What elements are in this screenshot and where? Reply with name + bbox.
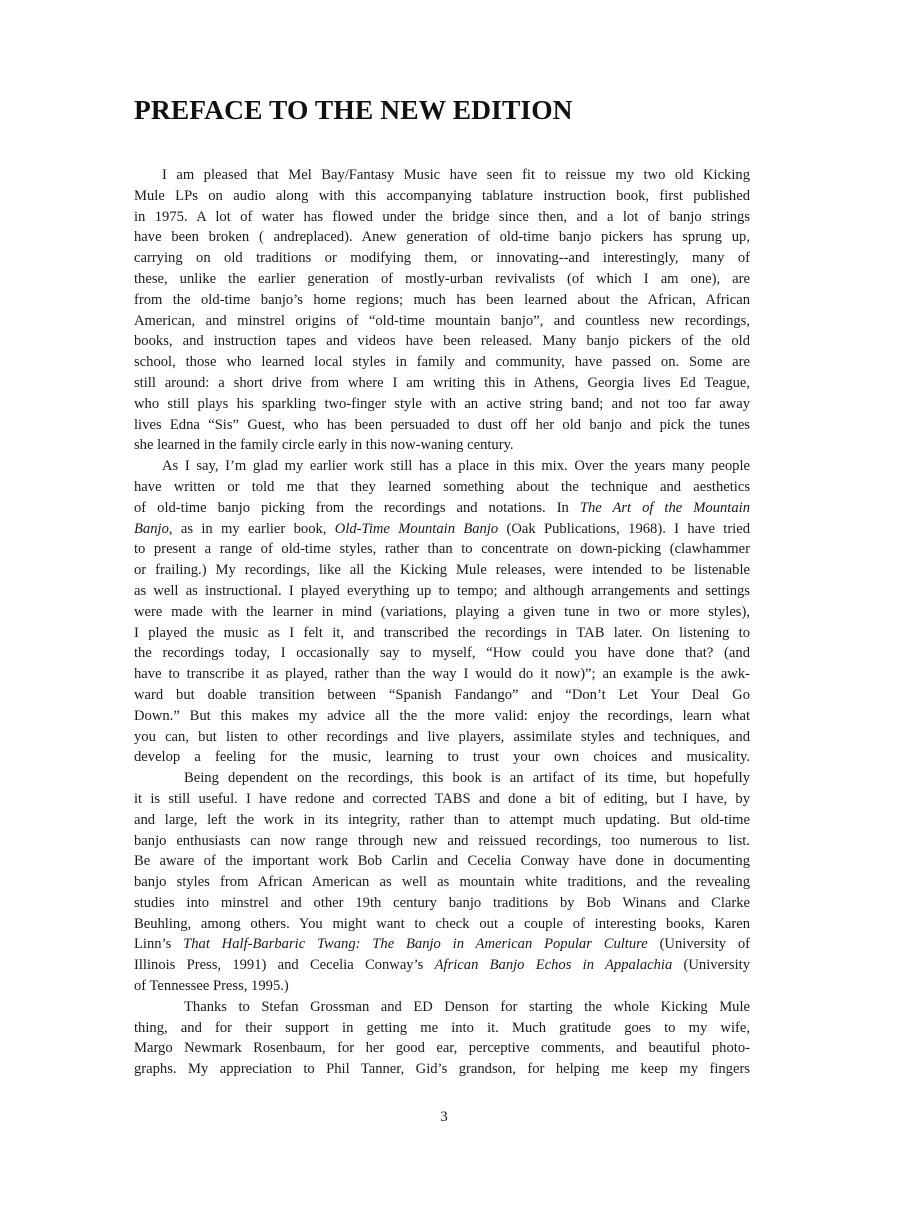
text-line: Being dependent on the recordings, this book is an artifact of its time, but hopefully <box>184 770 750 787</box>
book-title-italic: The Art of the Mountain <box>579 499 750 516</box>
text-segment: of old-time banjo picking from the recordings and notations. In <box>134 499 580 516</box>
text-line: As I say, I’m glad my earlier work still has a place in this mix. Over the years many people <box>162 458 750 475</box>
text-line: she learned in the family circle early in this now-waning century. <box>134 437 514 454</box>
text-line: and large, left the work in its integrity, rather than to attempt much updating. But old-time <box>134 811 750 828</box>
page-number: 3 <box>440 1109 448 1125</box>
text-line: I played the music as I felt it, and transcribed the recordings in TAB later. On listening to <box>134 624 750 641</box>
text-line: Mule LPs on audio along with this accompanying tablature instruction book, first published <box>134 187 750 204</box>
book-title-italic: Old-Time Mountain Banjo <box>334 520 499 537</box>
text-segment: , as in my earlier book, <box>168 520 335 537</box>
text-line: thing, and for their support in getting me into it. Much gratitude goes to my wife, <box>134 1019 750 1036</box>
text-line: of Tennessee Press, 1995.) <box>134 978 289 995</box>
text-line: these, unlike the earlier generation of mostly-urban revivalists (of which I am one), are <box>134 270 750 287</box>
paragraph-4 <box>134 997 750 1080</box>
text-line: have written or told me that they learned something about the technique and aesthetics <box>134 478 750 495</box>
text-line-with-italic <box>134 955 750 976</box>
text-line: have to transcribe it as played, rather than the way I would do it now)”; an example is the awk- <box>134 666 750 683</box>
text-line: American, and minstrel origins of “old-time mountain banjo”, and countless new recordings, <box>134 312 750 329</box>
text-segment: Illinois Press, 1991) and Cecelia Conway’s <box>134 957 435 974</box>
text-line: banjo styles from African American as well as mountain white traditions, and the revealing <box>134 874 750 891</box>
text-segment: (University <box>672 957 751 974</box>
text-line-with-italic <box>134 498 750 519</box>
page-title: PREFACE TO THE NEW EDITION <box>134 94 573 125</box>
text-line-with-italic <box>134 934 750 955</box>
text-line-with-italic <box>134 519 750 540</box>
text-line: Be aware of the important work Bob Carlin and Cecelia Conway have done in documenting <box>134 853 750 870</box>
text-line: ward but doable transition between “Spanish Fandango” and “Don’t Let Your Deal Go <box>134 686 750 703</box>
text-line: lives Edna “Sis” Guest, who has been persuaded to dust off her old banjo and pick the tunes <box>134 416 750 433</box>
text-line: school, those who learned local styles in family and community, have passed on. Some are <box>134 354 750 371</box>
text-line: Down.” But this makes my advice all the the more valid: enjoy the recordings, learn what <box>134 707 750 724</box>
text-segment: (University of <box>647 936 750 953</box>
text-line: you can, but listen to other recordings and live players, assimilate styles and techniques, and <box>134 728 750 745</box>
text-line: Beuhling, among others. You might want to check out a couple of interesting books, Karen <box>134 915 750 932</box>
text-line: to present a range of old-time styles, rather than to concentrate on down-picking (clawhammer <box>134 541 750 558</box>
paragraph-3 <box>134 768 750 997</box>
text-segment: (Oak Publications, 1968). I have tried <box>498 520 751 537</box>
text-line: banjo enthusiasts can now range through new and reissued recordings, too numerous to list. <box>134 832 750 849</box>
body-text <box>134 165 750 1080</box>
book-title-italic: Banjo <box>134 520 169 537</box>
text-line: who still plays his sparkling two-finger style with an active string band; and not too far away <box>134 395 750 412</box>
text-line: I am pleased that Mel Bay/Fantasy Music have seen fit to reissue my two old Kicking <box>162 167 750 183</box>
text-line: in 1975. A lot of water has flowed under the bridge since then, and a lot of banjo strings <box>134 208 750 225</box>
text-line: have been broken ( andreplaced). Anew generation of old-time banjo pickers has sprung up, <box>134 229 750 246</box>
text-line: it is still useful. I have redone and corrected TABS and done a bit of editing, but I have, by <box>134 790 750 807</box>
book-title-italic: African Banjo Echos in Appalachia <box>434 957 673 974</box>
text-line: studies into minstrel and other 19th century banjo traditions by Bob Winans and Clarke <box>134 894 750 911</box>
text-line: books, and instruction tapes and videos have been released. Many banjo pickers of the old <box>134 333 750 350</box>
text-line: Thanks to Stefan Grossman and ED Denson for starting the whole Kicking Mule <box>184 998 750 1015</box>
text-line: as well as instructional. I played everything up to tempo; and although arrangements and settings <box>134 582 750 599</box>
text-line: were made with the learner in mind (variations, playing a given tune in two or more styles), <box>134 603 750 620</box>
paragraph-2 <box>134 456 750 768</box>
text-line: develop a feeling for the music, learning to trust your own choices and musicality. <box>134 749 750 766</box>
text-line: the recordings today, I occasionally say to myself, “How could you have done that? (and <box>134 645 750 662</box>
text-line: or frailing.) My recordings, like all the Kicking Mule releases, were intended to be listenable <box>134 562 750 579</box>
text-line: Margo Newmark Rosenbaum, for her good ear, perceptive comments, and beautiful photo- <box>134 1040 750 1057</box>
book-title-italic: That Half-Barbaric Twang: The Banjo in American Popular Culture <box>183 936 648 953</box>
text-segment: Linn’s <box>134 936 184 953</box>
paragraph-1 <box>134 165 750 456</box>
text-line: carrying on old traditions or modifying them, or innovating--and interestingly, many of <box>134 250 750 267</box>
text-line: still around: a short drive from where I am writing this in Athens, Georgia lives Ed Teague, <box>134 374 750 391</box>
text-line: graphs. My appreciation to Phil Tanner, Gid’s grandson, for helping me keep my fingers <box>134 1061 750 1078</box>
text-line: from the old-time banjo’s home regions; much has been learned about the African, African <box>134 291 750 308</box>
